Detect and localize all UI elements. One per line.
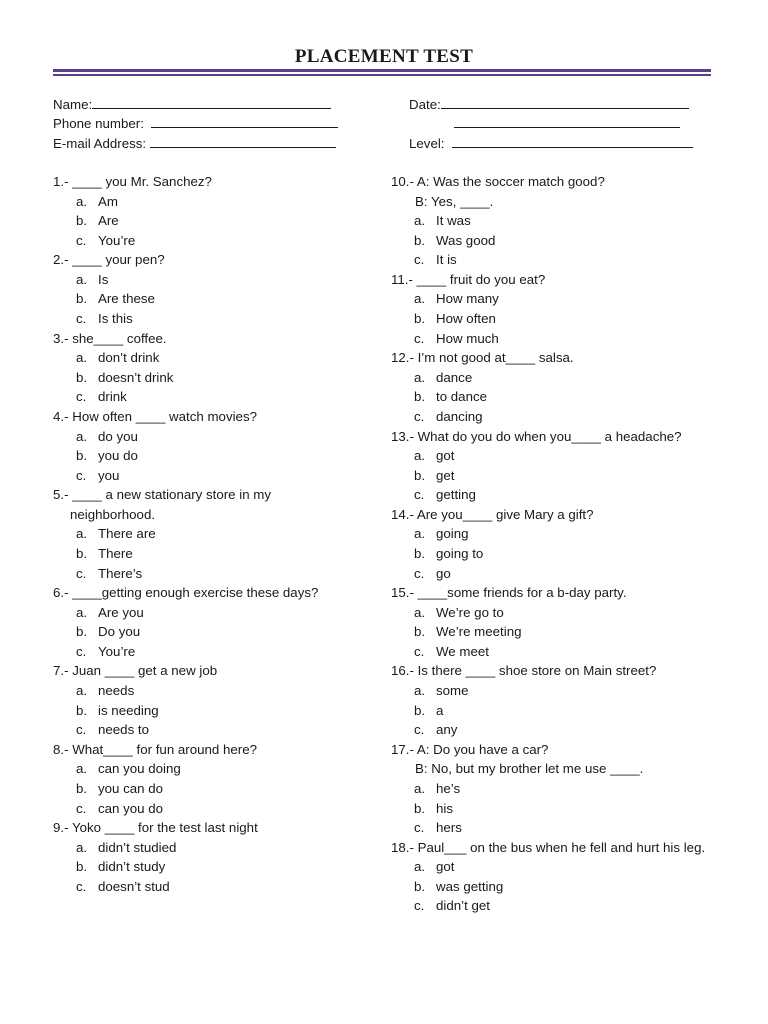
question-text: 18.- Paul___ on the bus when he fell and hurt his leg. — [391, 839, 706, 855]
answer-option — [53, 564, 318, 584]
option-text: going to — [436, 545, 484, 561]
answer-option — [53, 838, 318, 858]
answer-option — [391, 779, 705, 799]
question-text: 7.- Juan ____ get a new job — [53, 663, 218, 679]
answer-option — [53, 348, 318, 368]
option-letter: c. — [414, 722, 425, 738]
question-text: 6.- ____getting enough exercise these days? — [53, 585, 319, 601]
answer-option — [391, 466, 705, 486]
question-dialogue-line: B: No, but my brother let me use ____. — [415, 761, 644, 777]
option-text: needs — [98, 683, 135, 699]
option-letter: c. — [414, 408, 425, 424]
option-text: you do — [98, 448, 138, 464]
phone-field-row — [53, 113, 338, 134]
answer-option — [53, 759, 318, 779]
left-question-column — [53, 172, 318, 896]
option-text: Do you — [98, 624, 141, 640]
answer-option — [53, 466, 318, 486]
option-text: some — [436, 683, 469, 699]
option-text: can you doing — [98, 761, 181, 777]
option-text: Am — [98, 193, 118, 209]
option-text: can you do — [98, 800, 164, 816]
phone-input-line[interactable] — [151, 113, 338, 128]
option-letter: a. — [414, 780, 426, 796]
option-text: How many — [436, 291, 499, 307]
email-input-line[interactable] — [150, 133, 336, 148]
date-extra-row — [454, 113, 680, 134]
option-text: Was good — [436, 232, 496, 248]
option-text: to dance — [436, 389, 488, 405]
phone-label: Phone number: — [53, 116, 144, 131]
level-field-row — [409, 133, 693, 154]
question-text: 8.- What____ for fun around here? — [53, 741, 258, 757]
option-letter: c. — [76, 800, 87, 816]
answer-option — [53, 642, 318, 662]
answer-option — [391, 799, 705, 819]
answer-option — [391, 387, 705, 407]
option-text: didn’t get — [436, 898, 490, 914]
question-text: 16.- Is there ____ shoe store on Main street? — [391, 663, 657, 679]
answer-option — [391, 211, 705, 231]
option-text: Are — [98, 213, 119, 229]
option-letter: a. — [76, 271, 88, 287]
option-letter: a. — [76, 839, 88, 855]
question-text: 1.- ____ you Mr. Sanchez? — [53, 174, 212, 189]
answer-option — [391, 681, 705, 701]
answer-option — [53, 289, 318, 309]
page-title: PLACEMENT TEST — [294, 46, 474, 67]
answer-option — [391, 524, 705, 544]
option-letter: c. — [76, 467, 87, 483]
question-text: 5.- ____ a new stationary store in my — [53, 487, 272, 503]
email-label: E-mail Address: — [53, 136, 147, 151]
option-text: got — [436, 448, 455, 464]
answer-option — [391, 642, 705, 662]
option-letter: a. — [414, 859, 426, 875]
option-text: go — [436, 565, 451, 581]
question-text: 11.- ____ fruit do you eat? — [391, 271, 546, 287]
option-letter: c. — [414, 487, 425, 503]
option-text: get — [436, 467, 455, 483]
option-letter: a. — [76, 761, 88, 777]
option-text: doesn’t drink — [98, 369, 174, 385]
option-text: a — [436, 702, 444, 718]
option-letter: b. — [76, 291, 88, 307]
answer-option — [391, 701, 705, 721]
option-letter: a. — [414, 526, 426, 542]
option-letter: a. — [414, 604, 426, 620]
option-text: doesn’t stud — [98, 878, 170, 894]
answer-option — [53, 720, 318, 740]
option-letter: b. — [414, 467, 426, 483]
answer-option — [53, 309, 318, 329]
option-letter: b. — [414, 878, 426, 894]
question-text: 10.- A: Was the soccer match good? — [391, 174, 605, 189]
option-text: is needing — [98, 702, 159, 718]
answer-option — [391, 877, 705, 897]
answer-option — [53, 799, 318, 819]
option-letter: b. — [76, 702, 88, 718]
option-text: don’t drink — [98, 350, 160, 366]
option-letter: c. — [414, 252, 425, 268]
option-letter: c. — [414, 565, 425, 581]
option-letter: a. — [414, 213, 426, 229]
question-dialogue-line: B: Yes, ____. — [415, 193, 494, 209]
option-letter: a. — [76, 428, 88, 444]
option-letter: c. — [76, 722, 87, 738]
option-letter: c. — [76, 232, 87, 248]
option-letter: b. — [414, 232, 426, 248]
option-letter: b. — [76, 213, 88, 229]
option-text: got — [436, 859, 455, 875]
title-rule-thick — [53, 69, 711, 72]
option-text: How much — [436, 330, 499, 346]
answer-option — [391, 720, 705, 740]
option-letter: b. — [76, 448, 88, 464]
answer-option — [391, 622, 705, 642]
answer-option — [391, 368, 705, 388]
title-rule-thin — [53, 74, 711, 76]
question-text: 2.- ____ your pen? — [53, 252, 165, 268]
answer-option — [53, 622, 318, 642]
option-text: going — [436, 526, 469, 542]
answer-option — [391, 564, 705, 584]
option-letter: b. — [414, 624, 426, 640]
option-letter: c. — [76, 643, 87, 659]
right-question-column — [391, 172, 705, 916]
option-text: didn’t study — [98, 859, 166, 875]
question-text: 14.- Are you____ give Mary a gift? — [391, 506, 594, 522]
question-text: 15.- ____some friends for a b-day party. — [391, 585, 627, 601]
option-letter: a. — [76, 683, 88, 699]
question-text: 9.- Yoko ____ for the test last night — [53, 820, 258, 836]
option-letter: c. — [76, 878, 87, 894]
answer-option — [53, 192, 318, 212]
question-text: 12.- I’m not good at____ salsa. — [391, 350, 574, 366]
answer-option — [53, 231, 318, 251]
option-text: Is — [98, 271, 109, 287]
option-letter: a. — [76, 526, 88, 542]
option-text: needs to — [98, 722, 150, 738]
date-input-line[interactable] — [441, 94, 689, 109]
option-letter: c. — [76, 565, 87, 581]
answer-option — [53, 368, 318, 388]
answer-option — [53, 270, 318, 290]
question-text: 4.- How often ____ watch movies? — [53, 408, 257, 424]
option-letter: b. — [76, 369, 88, 385]
option-text: Is this — [98, 311, 133, 327]
answer-option — [53, 524, 318, 544]
option-letter: b. — [414, 800, 426, 816]
option-letter: c. — [76, 311, 87, 327]
option-text: his — [436, 800, 453, 816]
answer-option — [53, 211, 318, 231]
email-field-row — [53, 133, 336, 154]
date-extra-input-line[interactable] — [454, 113, 680, 128]
answer-option — [391, 818, 705, 838]
answer-option — [53, 544, 318, 564]
option-letter: b. — [414, 311, 426, 327]
option-text: drink — [98, 389, 127, 405]
answer-option — [53, 446, 318, 466]
option-letter: c. — [76, 389, 87, 405]
answer-option — [391, 309, 705, 329]
answer-option — [53, 427, 318, 447]
option-letter: b. — [414, 545, 426, 561]
option-letter: a. — [414, 369, 426, 385]
option-letter: c. — [414, 820, 425, 836]
option-text: you — [98, 467, 120, 483]
answer-option — [53, 877, 318, 897]
answer-option — [53, 603, 318, 623]
answer-option — [391, 857, 705, 877]
answer-option — [391, 446, 705, 466]
question-text: 3.- she____ coffee. — [53, 330, 167, 346]
option-text: There’s — [98, 565, 143, 581]
option-text: you can do — [98, 780, 164, 796]
option-text: Are you — [98, 604, 144, 620]
option-letter: a. — [76, 193, 88, 209]
option-letter: b. — [76, 624, 88, 640]
option-letter: a. — [76, 604, 88, 620]
question-text: 13.- What do you do when you____ a headache? — [391, 428, 682, 444]
option-text: There are — [98, 526, 156, 542]
option-text: How often — [436, 311, 496, 327]
option-text: didn’t studied — [98, 839, 177, 855]
answer-option — [391, 407, 705, 427]
answer-option — [391, 485, 705, 505]
question-text-continued: neighborhood. — [70, 506, 156, 522]
option-text: You’re — [98, 232, 136, 248]
option-text: hers — [436, 820, 462, 836]
option-letter: a. — [414, 448, 426, 464]
date-label: Date: — [409, 97, 441, 112]
answer-option — [53, 701, 318, 721]
answer-option — [391, 250, 705, 270]
option-letter: b. — [414, 702, 426, 718]
name-label: Name: — [53, 97, 93, 112]
answer-option — [53, 857, 318, 877]
name-input-line[interactable] — [92, 94, 331, 109]
answer-option — [53, 779, 318, 799]
option-text: any — [436, 722, 458, 738]
option-letter: b. — [76, 780, 88, 796]
option-text: There — [98, 545, 133, 561]
option-letter: a. — [414, 683, 426, 699]
option-letter: a. — [414, 291, 426, 307]
option-letter: b. — [76, 545, 88, 561]
option-text: was getting — [436, 878, 504, 894]
option-text: he’s — [436, 780, 461, 796]
level-input-line[interactable] — [452, 133, 693, 148]
option-text: dancing — [436, 408, 483, 424]
answer-option — [391, 289, 705, 309]
option-letter: b. — [414, 389, 426, 405]
answer-option — [391, 231, 705, 251]
option-letter: a. — [76, 350, 88, 366]
answer-option — [53, 387, 318, 407]
option-letter: c. — [414, 330, 425, 346]
option-text: We meet — [436, 643, 489, 659]
answer-option — [391, 603, 705, 623]
option-text: We’re go to — [436, 604, 504, 620]
option-letter: c. — [414, 898, 425, 914]
option-text: We’re meeting — [436, 624, 522, 640]
option-letter: b. — [76, 859, 88, 875]
answer-option — [391, 544, 705, 564]
option-text: It was — [436, 213, 471, 229]
name-field-row — [53, 94, 331, 115]
question-text: 17.- A: Do you have a car? — [391, 741, 549, 757]
option-text: It is — [436, 252, 457, 268]
answer-option — [53, 681, 318, 701]
level-label: Level: — [409, 136, 445, 151]
answer-option — [391, 896, 705, 916]
answer-option — [391, 329, 705, 349]
option-text: do you — [98, 428, 138, 444]
option-text: You’re — [98, 643, 136, 659]
option-text: getting — [436, 487, 476, 503]
date-field-row — [409, 94, 689, 115]
option-text: Are these — [98, 291, 155, 307]
option-text: dance — [436, 369, 473, 385]
option-letter: c. — [414, 643, 425, 659]
